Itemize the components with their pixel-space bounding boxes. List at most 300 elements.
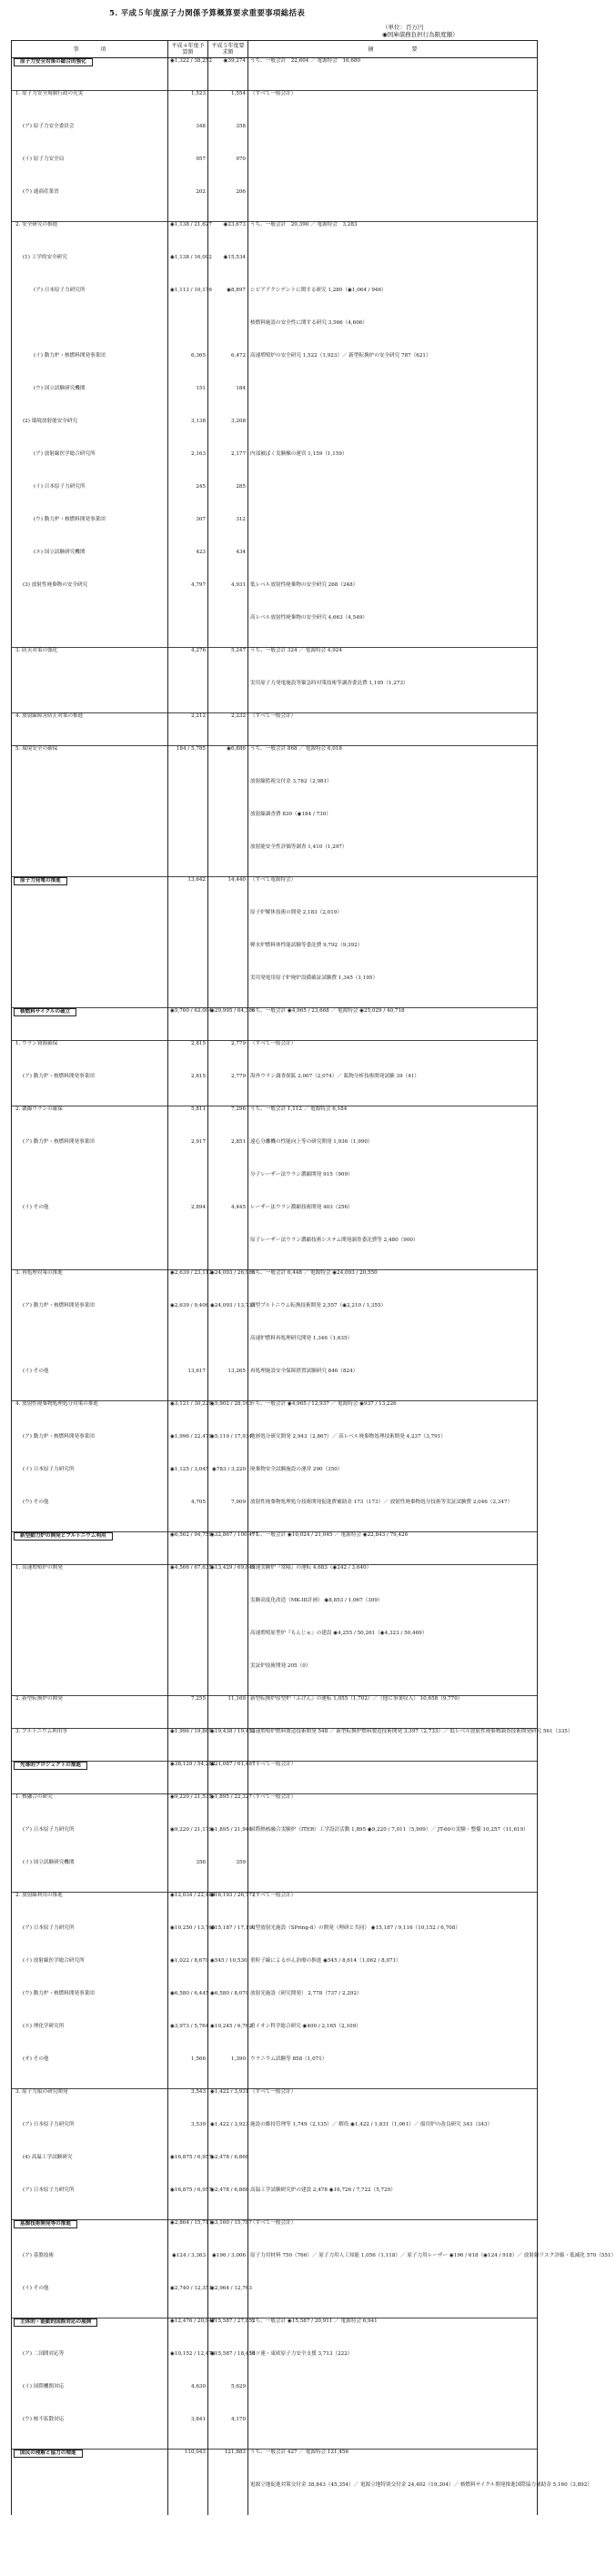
- row-fy5: [208, 1106, 248, 1139]
- row-item: [12, 517, 168, 550]
- row-fy4: [168, 1991, 208, 2024]
- row-fy5-text: ◉21,087 / 61,487: [210, 1762, 256, 1767]
- table-row: [12, 484, 538, 517]
- row-note: [248, 2155, 538, 2187]
- row-fy5: [208, 1139, 248, 1172]
- table-row: [12, 1565, 538, 1598]
- row-item: [12, 877, 168, 910]
- table-row: [12, 386, 538, 419]
- row-fy5: [208, 1302, 256, 1336]
- row-fy5-text: ◉8,897: [227, 287, 246, 293]
- row-fy5-text: 7,009: [230, 1499, 246, 1505]
- row-note-text: 原子レーザー法ウラン濃縮技術システム開発調査委託費等 2,480（900）: [250, 1237, 419, 1243]
- row-item-text: (エ) 理化学研究所: [23, 2023, 65, 2029]
- row-item: [12, 451, 168, 484]
- row-note-text: （すべて一般会計）: [250, 2089, 297, 2095]
- row-fy4-text: ◉12,034 / 22,489: [170, 1893, 216, 1898]
- row-note-text: 電源立地促進対策交付金 38,843（45,354）／ 電源立地特別交付金 24,402（19,304）／ 核燃料サイクル開発推進国際協力補助金 5,160（3,892）: [250, 2481, 592, 2488]
- row-fy4-text: 3,543: [190, 2089, 206, 2095]
- row-item-text: [14, 1663, 15, 1669]
- table-row: [12, 1401, 538, 1434]
- table-row: [12, 1729, 538, 1762]
- row-fy5: [208, 713, 248, 746]
- row-fy5: [208, 943, 248, 975]
- row-note: [248, 419, 538, 451]
- row-fy5: [208, 1826, 252, 1860]
- row-fy5-text: 14,440: [227, 877, 246, 883]
- row-item-text: (イ) 日本原子力研究所: [34, 483, 86, 490]
- row-note-text: うち、一般会計 ◉4,965 / 23,668 ／ 電源特会 ◉25,029 / 40,718: [250, 1008, 405, 1014]
- row-item: [12, 1860, 168, 1893]
- table-row: [12, 1434, 538, 1467]
- row-item-text: (2) 環境放射能安全研究: [23, 418, 78, 424]
- row-fy5-text: ◉39,274: [223, 58, 246, 64]
- row-fy5: [208, 386, 248, 419]
- row-item: [12, 975, 168, 1008]
- row-note-text: 低レベル放射性廃棄物の安全研究 268（248）: [250, 581, 358, 588]
- row-fy5: [208, 910, 248, 943]
- row-fy4: [168, 2187, 212, 2220]
- row-item-text: 2. 濃縮ウランの確保: [15, 1106, 63, 1112]
- row-fy4: [168, 681, 208, 713]
- row-fy4: [168, 550, 208, 582]
- row-fy4-text: 423: [196, 549, 206, 555]
- row-item: [12, 844, 168, 877]
- row-fy4: [168, 615, 208, 648]
- row-note: [248, 157, 538, 189]
- row-fy4-text: ◉4,566 / 67,635: [170, 1565, 212, 1571]
- row-item: [12, 1991, 168, 2024]
- row-note-text: 軽水炉燃料体性能試験等委託費 9,792（9,392）: [250, 942, 363, 948]
- row-fy5: [208, 157, 248, 189]
- header-fy4: 平成４年度予算額: [168, 41, 208, 58]
- row-fy5-text: ◉32,867 / 100,471: [210, 1532, 259, 1538]
- row-fy5: [208, 812, 248, 844]
- row-note-text: 実用発電用原子炉廃炉設備確証試験費 1,345（1,195）: [250, 975, 379, 981]
- row-fy4: [168, 2318, 216, 2351]
- table-row: [12, 222, 538, 255]
- row-item: [12, 2450, 168, 2482]
- row-item: [12, 648, 168, 681]
- row-fy5: [208, 1565, 256, 1598]
- table-row: [12, 451, 538, 484]
- row-note-text: 新型転換炉原型炉『ふげん』の運転 1,055（1,702）／（他に事業収入） 10,658（9,770）: [250, 1696, 463, 1702]
- row-item-text: (ア) 日本原子力研究所: [23, 1826, 75, 1833]
- table-row: [12, 1369, 538, 1401]
- row-note-text: 高速炉燃料再処理研究開発 1,346（1,635）: [250, 1335, 353, 1341]
- row-item: [12, 320, 168, 353]
- table-row: [12, 2318, 538, 2351]
- row-item-text: 2. 安全研究の推進: [15, 222, 58, 227]
- row-item-text: (ア) 二国間対応等: [23, 2350, 65, 2357]
- row-fy5: [208, 255, 248, 288]
- row-fy4: [168, 1008, 212, 1041]
- row-fy4-text: 2,917: [190, 1138, 206, 1145]
- row-fy5-text: ◉783 / 3,220: [211, 1466, 246, 1472]
- table-row: [12, 943, 538, 975]
- row-item: [12, 910, 168, 943]
- row-fy5-text: ◉24,093 / 26,988: [210, 1270, 256, 1276]
- row-fy4-text: 2,894: [190, 1204, 206, 1210]
- row-fy4-text: ◉6,562 / 94,759: [170, 1532, 212, 1538]
- row-item-text: (イ) 放射線医学総合研究所: [23, 1957, 85, 1964]
- row-fy4: [168, 2384, 208, 2417]
- row-item: [12, 1762, 168, 1794]
- row-note: [248, 2351, 538, 2384]
- row-note-text: 地層処分研究開発 2,943（2,867）／ 高レベル廃棄物処理技術開発 4,237（3,791）: [250, 1433, 446, 1440]
- row-fy5-text: 434: [236, 549, 246, 555]
- row-item-text: 1. 高速増殖炉の開発: [15, 1565, 63, 1571]
- unit-note-line2: ◉国庫債務負担行為限度額）: [382, 31, 459, 38]
- row-note-text: （すべて一般会計）: [250, 1794, 297, 1800]
- row-fy5-text: ◉15,187 / 17,190: [210, 1924, 256, 1931]
- header-note: 摘 要: [248, 41, 538, 58]
- row-item: [12, 288, 168, 320]
- table-row: [12, 189, 538, 222]
- row-note-text: うち、一般会計 324 ／ 電源特会 4,924: [250, 648, 342, 653]
- row-fy4-text: ◉1,322 / 38,252: [170, 58, 212, 64]
- row-fy5: [208, 746, 248, 779]
- row-fy5: [208, 353, 248, 386]
- row-fy5-text: 2,232: [230, 713, 246, 719]
- row-item-text: (4) 高温工学試験研究: [23, 2154, 73, 2160]
- row-item: [12, 484, 168, 517]
- row-fy4-text: 13,617: [187, 1368, 206, 1374]
- row-item: [12, 58, 168, 91]
- row-fy5-text: 4,170: [230, 2416, 246, 2422]
- row-fy5-text: ◉29,995 / 64,386: [210, 1008, 256, 1014]
- row-fy4: [168, 2220, 212, 2253]
- row-fy4: [168, 1074, 208, 1106]
- row-fy5: [208, 2220, 252, 2253]
- row-item: [12, 2384, 168, 2417]
- row-fy5: [208, 320, 248, 353]
- table-body: [12, 58, 616, 2515]
- row-fy5-text: 7,296: [230, 1106, 246, 1112]
- row-fy4-text: ◉9,220 / 21,179: [170, 1826, 212, 1833]
- row-fy5-text: ◉2,964 / 12,763: [210, 2285, 252, 2291]
- row-note-text: （すべて一般会計）: [250, 91, 297, 96]
- table-row: [12, 91, 538, 124]
- row-fy4: [168, 2089, 208, 2122]
- row-fy5: [208, 1041, 248, 1074]
- table-row: [12, 1237, 538, 1270]
- row-fy5-text: ◉196 / 3,006: [211, 2252, 246, 2258]
- row-fy5-text: ◉15,534: [223, 254, 246, 260]
- table-row: [12, 1598, 538, 1631]
- row-item-text: 5. 環境安全の確保: [15, 746, 58, 752]
- row-note: [248, 1336, 538, 1369]
- row-fy5-text: 121,883: [224, 2450, 246, 2455]
- row-fy4: [168, 1500, 208, 1532]
- row-note-text: （すべて電源特会）: [250, 877, 297, 883]
- table-row: [12, 2253, 538, 2286]
- row-fy4-text: ◉10,152 / 12,476: [170, 2350, 216, 2357]
- row-item-text: [14, 910, 15, 915]
- row-note-text: うち、一般会計 ◉4,965 / 12,937 ／ 電源特会 ◉937 / 13,226: [250, 1401, 397, 1407]
- row-fy5: [208, 1598, 248, 1631]
- row-note: [248, 812, 538, 844]
- row-fy4: [168, 1336, 208, 1369]
- row-fy5: [208, 288, 248, 320]
- row-fy4: [168, 1303, 208, 1336]
- row-item: [12, 1205, 168, 1237]
- row-fy4-text: 2,163: [190, 450, 206, 457]
- row-note: [248, 550, 538, 582]
- row-fy5: [208, 1433, 252, 1467]
- row-item-text: 1. 原子力安全規制行政の充実: [15, 91, 84, 96]
- row-fy4-text: ◉2,639 / 23,112: [170, 1270, 212, 1276]
- row-item: [12, 582, 168, 615]
- table-row: [12, 1041, 538, 1074]
- row-item-text: (ウ) 通商産業省: [23, 188, 59, 195]
- row-item-text: (ア) 動力炉・核燃料開発事業団: [23, 1302, 95, 1308]
- row-note: [248, 2056, 538, 2089]
- row-item: [12, 1631, 168, 1663]
- row-item: [12, 2253, 168, 2286]
- row-note: [248, 2089, 538, 2122]
- row-fy4-text: 13,642: [187, 877, 206, 883]
- row-note: [248, 681, 538, 713]
- table-row: [12, 2351, 538, 2384]
- row-note: [248, 1401, 538, 1434]
- row-fy4-text: ◉12,476 / 20,947: [170, 2318, 216, 2324]
- row-note: [248, 2318, 538, 2351]
- row-fy4-text: 5,811: [190, 1106, 206, 1112]
- row-fy4: [168, 189, 208, 222]
- row-note-text: 海外ウラン調査探鉱 2,007（2,074）／ 鉱物分析技術開発試験 39（41）: [250, 1073, 419, 1079]
- row-fy5: [208, 451, 248, 484]
- row-fy4: [168, 1826, 212, 1860]
- row-note: [248, 713, 538, 746]
- row-item-text: [14, 1172, 23, 1177]
- table-row: [12, 2286, 538, 2318]
- row-item-text: [14, 1237, 23, 1243]
- row-note: [248, 1565, 538, 1598]
- table-row: [12, 1991, 538, 2024]
- row-item: [12, 1663, 168, 1696]
- row-item: [12, 1401, 168, 1434]
- table-row: [12, 1827, 538, 1860]
- row-fy4-text: 4,705: [190, 1499, 206, 1505]
- row-fy5-text: 6,472: [230, 352, 246, 359]
- row-note-text: シビアアクシデントに関する研究 1,280（◉1,064 / 946）: [250, 287, 387, 293]
- row-note-text: 放射能安全性評価等調査 1,410（1,297）: [250, 844, 348, 850]
- row-note: [248, 222, 538, 255]
- row-note: [248, 2481, 592, 2515]
- row-note-text: 核燃料施設の安全性に関する研究 3,566（4,606）: [250, 319, 368, 326]
- row-fy4-text: ◉1,996 / 22,479: [170, 1433, 212, 1440]
- row-fy5: [208, 1958, 248, 1991]
- row-fy4-text: 1,566: [190, 2056, 206, 2062]
- row-note: [248, 1139, 538, 1172]
- row-item: [12, 1434, 168, 1467]
- row-note: [248, 1303, 538, 1336]
- row-fy5: [208, 2023, 252, 2056]
- row-item-text: (ア) 動力炉・核燃料開発事業団: [23, 1138, 95, 1145]
- row-fy5-text: 1,390: [230, 2056, 246, 2062]
- row-note: [248, 779, 538, 812]
- row-fy5-text: ◉5,902 / 28,163: [210, 1401, 252, 1407]
- row-fy5: [208, 1532, 259, 1565]
- row-fy5: [208, 2450, 248, 2482]
- row-note-text: レーザー法ウラン濃縮技術開発 403（256）: [250, 1204, 353, 1210]
- table-row: [12, 2417, 538, 2450]
- row-item: [12, 2482, 168, 2515]
- row-note-text: うち、一般会計 868 ／ 電源特会 6,018: [250, 746, 342, 752]
- table-row: [12, 419, 538, 451]
- row-note: [248, 1762, 538, 1794]
- row-fy5-text: 2,779: [230, 1041, 246, 1046]
- row-fy4-text: ◉3,121 / 30,229: [170, 1401, 212, 1407]
- table-row: [12, 2450, 538, 2482]
- row-note-text: 放射光施設（研究開発） 2,778（737 / 2,292）: [250, 1990, 362, 1996]
- table-row: [12, 877, 538, 910]
- row-note-text: うち、一般会計 ◉10,024 / 21,045 ／ 電源特会 ◉22,843 / 79,426: [250, 1532, 409, 1538]
- row-fy5: [208, 2089, 248, 2122]
- row-fy4-text: 151: [196, 385, 206, 391]
- row-fy5: [208, 681, 248, 713]
- row-fy4: [168, 877, 208, 910]
- row-item: [12, 2286, 168, 2318]
- row-item: [12, 1729, 168, 1762]
- table-row: [12, 1074, 538, 1106]
- row-fy5-text: ◉1,422 / 3,923: [210, 2121, 249, 2127]
- table-row: [12, 2384, 538, 2417]
- row-note: [248, 1008, 538, 1041]
- row-note: [248, 1041, 538, 1074]
- row-fy4-text: ◉1,138 / 21,627: [170, 222, 212, 227]
- row-fy4: [168, 1958, 208, 1991]
- row-fy4: [168, 1532, 212, 1565]
- row-fy4: [168, 1729, 212, 1762]
- row-item: [12, 2122, 168, 2155]
- row-fy5-text: ◉13,429 / 69,849: [210, 1565, 256, 1571]
- row-item: [12, 1041, 168, 1074]
- row-fy5-text: 2,779: [230, 1073, 246, 1079]
- row-item-text: 核燃料サイクルの確立: [14, 1008, 76, 1016]
- row-fy4: [168, 484, 208, 517]
- row-fy4: [168, 2450, 208, 2482]
- row-note: [248, 2252, 616, 2286]
- row-fy5-text: 312: [236, 516, 246, 522]
- row-item-text: 原子力安全対策の総合的強化: [14, 58, 93, 66]
- table-row: [12, 1663, 538, 1696]
- row-item: [12, 124, 168, 157]
- row-fy5-text: 184: [236, 385, 246, 391]
- table-row: [12, 1270, 538, 1303]
- table-row: [12, 1500, 538, 1532]
- row-item-text: (イ) その他: [23, 2285, 49, 2291]
- table-row: [12, 2056, 538, 2089]
- row-fy4: [168, 1696, 208, 1729]
- row-fy5-text: 285: [236, 483, 246, 490]
- row-fy5: [208, 779, 248, 812]
- row-note-text: （すべて一般会計）: [250, 2220, 297, 2226]
- row-fy4: [168, 1762, 216, 1794]
- row-fy4: [168, 58, 212, 91]
- row-fy5-text: ◉16,193 / 26,772: [210, 1893, 256, 1898]
- row-item-text: 4. 放射線障害防止対策の推進: [15, 713, 84, 719]
- row-fy5: [208, 1991, 248, 2024]
- row-item-text: [14, 1631, 15, 1636]
- row-item-text: (ア) 原子力安全委員会: [23, 123, 75, 129]
- row-note: [248, 1237, 538, 1270]
- row-item-text: (イ) その他: [23, 1204, 49, 1210]
- row-fy5: [208, 1794, 252, 1827]
- row-fy5: [208, 1205, 248, 1237]
- table-row: [12, 1762, 538, 1794]
- row-fy4: [168, 2024, 208, 2056]
- row-item: [12, 713, 168, 746]
- row-fy4: [168, 648, 208, 681]
- row-item: [12, 1008, 168, 1041]
- row-item-text: (1) 工学的安全研究: [23, 254, 67, 260]
- row-fy5: [208, 1860, 248, 1893]
- table-row: [12, 517, 538, 550]
- row-fy5: [208, 1336, 248, 1369]
- row-note-text: （すべて一般会計）: [250, 713, 297, 719]
- table-row: [12, 1958, 538, 1991]
- row-fy5-text: 5,629: [230, 2383, 246, 2389]
- row-fy4-text: 2,212: [190, 713, 206, 719]
- row-fy5: [208, 1663, 248, 1696]
- row-note: [248, 746, 538, 779]
- row-item-text: 1. 核融合の研究: [15, 1794, 53, 1800]
- table-row: [12, 1631, 538, 1663]
- row-fy4-text: ◉16,875 / 6,957: [170, 2154, 212, 2160]
- row-note: [248, 1532, 538, 1565]
- row-fy5: [208, 484, 248, 517]
- row-fy4: [168, 2350, 216, 2384]
- row-note-text: 高速増殖炉の安全研究 1,522（1,923）／ 新型転換炉の安全研究 787（621）: [250, 352, 431, 359]
- table-row: [12, 746, 538, 779]
- row-fy4-text: ◉1,138 / 16,092: [170, 254, 212, 260]
- row-note: [248, 1106, 538, 1139]
- row-item-text: (イ) 国立試験研究機関: [23, 1859, 75, 1865]
- row-item: [12, 779, 168, 812]
- row-note: [248, 1925, 538, 1958]
- row-fy4-text: 4,276: [190, 648, 206, 653]
- row-item-text: (イ) その他: [23, 1368, 49, 1374]
- header-fy5: 平成５年度要求額: [208, 41, 248, 58]
- row-item-text: (ウ) その他: [23, 1499, 49, 1505]
- row-fy5-text: ◉1,895 / 22,327: [210, 1794, 252, 1800]
- row-fy4: [168, 419, 208, 451]
- row-fy5: [208, 1008, 256, 1041]
- row-note: [248, 1467, 538, 1500]
- row-item-text: (オ) その他: [23, 2056, 49, 2062]
- row-note: [248, 189, 538, 222]
- table-row: [12, 1893, 538, 1925]
- row-item: [12, 1467, 168, 1500]
- row-fy5: [208, 1172, 248, 1205]
- table-row: [12, 2122, 538, 2155]
- row-fy5: [208, 582, 248, 615]
- table-row: [12, 582, 538, 615]
- row-item: [12, 746, 168, 779]
- row-item: [12, 1139, 168, 1172]
- row-note: [248, 1631, 538, 1663]
- row-fy4-text: 6,365: [190, 352, 206, 359]
- row-fy4-text: ◉1,996 / 19,869: [170, 1729, 212, 1734]
- row-fy5: [208, 2482, 248, 2515]
- row-note: [248, 1270, 538, 1303]
- row-item-text: [14, 1598, 15, 1603]
- row-fy5: [208, 1924, 256, 1958]
- row-note: [248, 2122, 538, 2155]
- row-fy5: [208, 1270, 256, 1303]
